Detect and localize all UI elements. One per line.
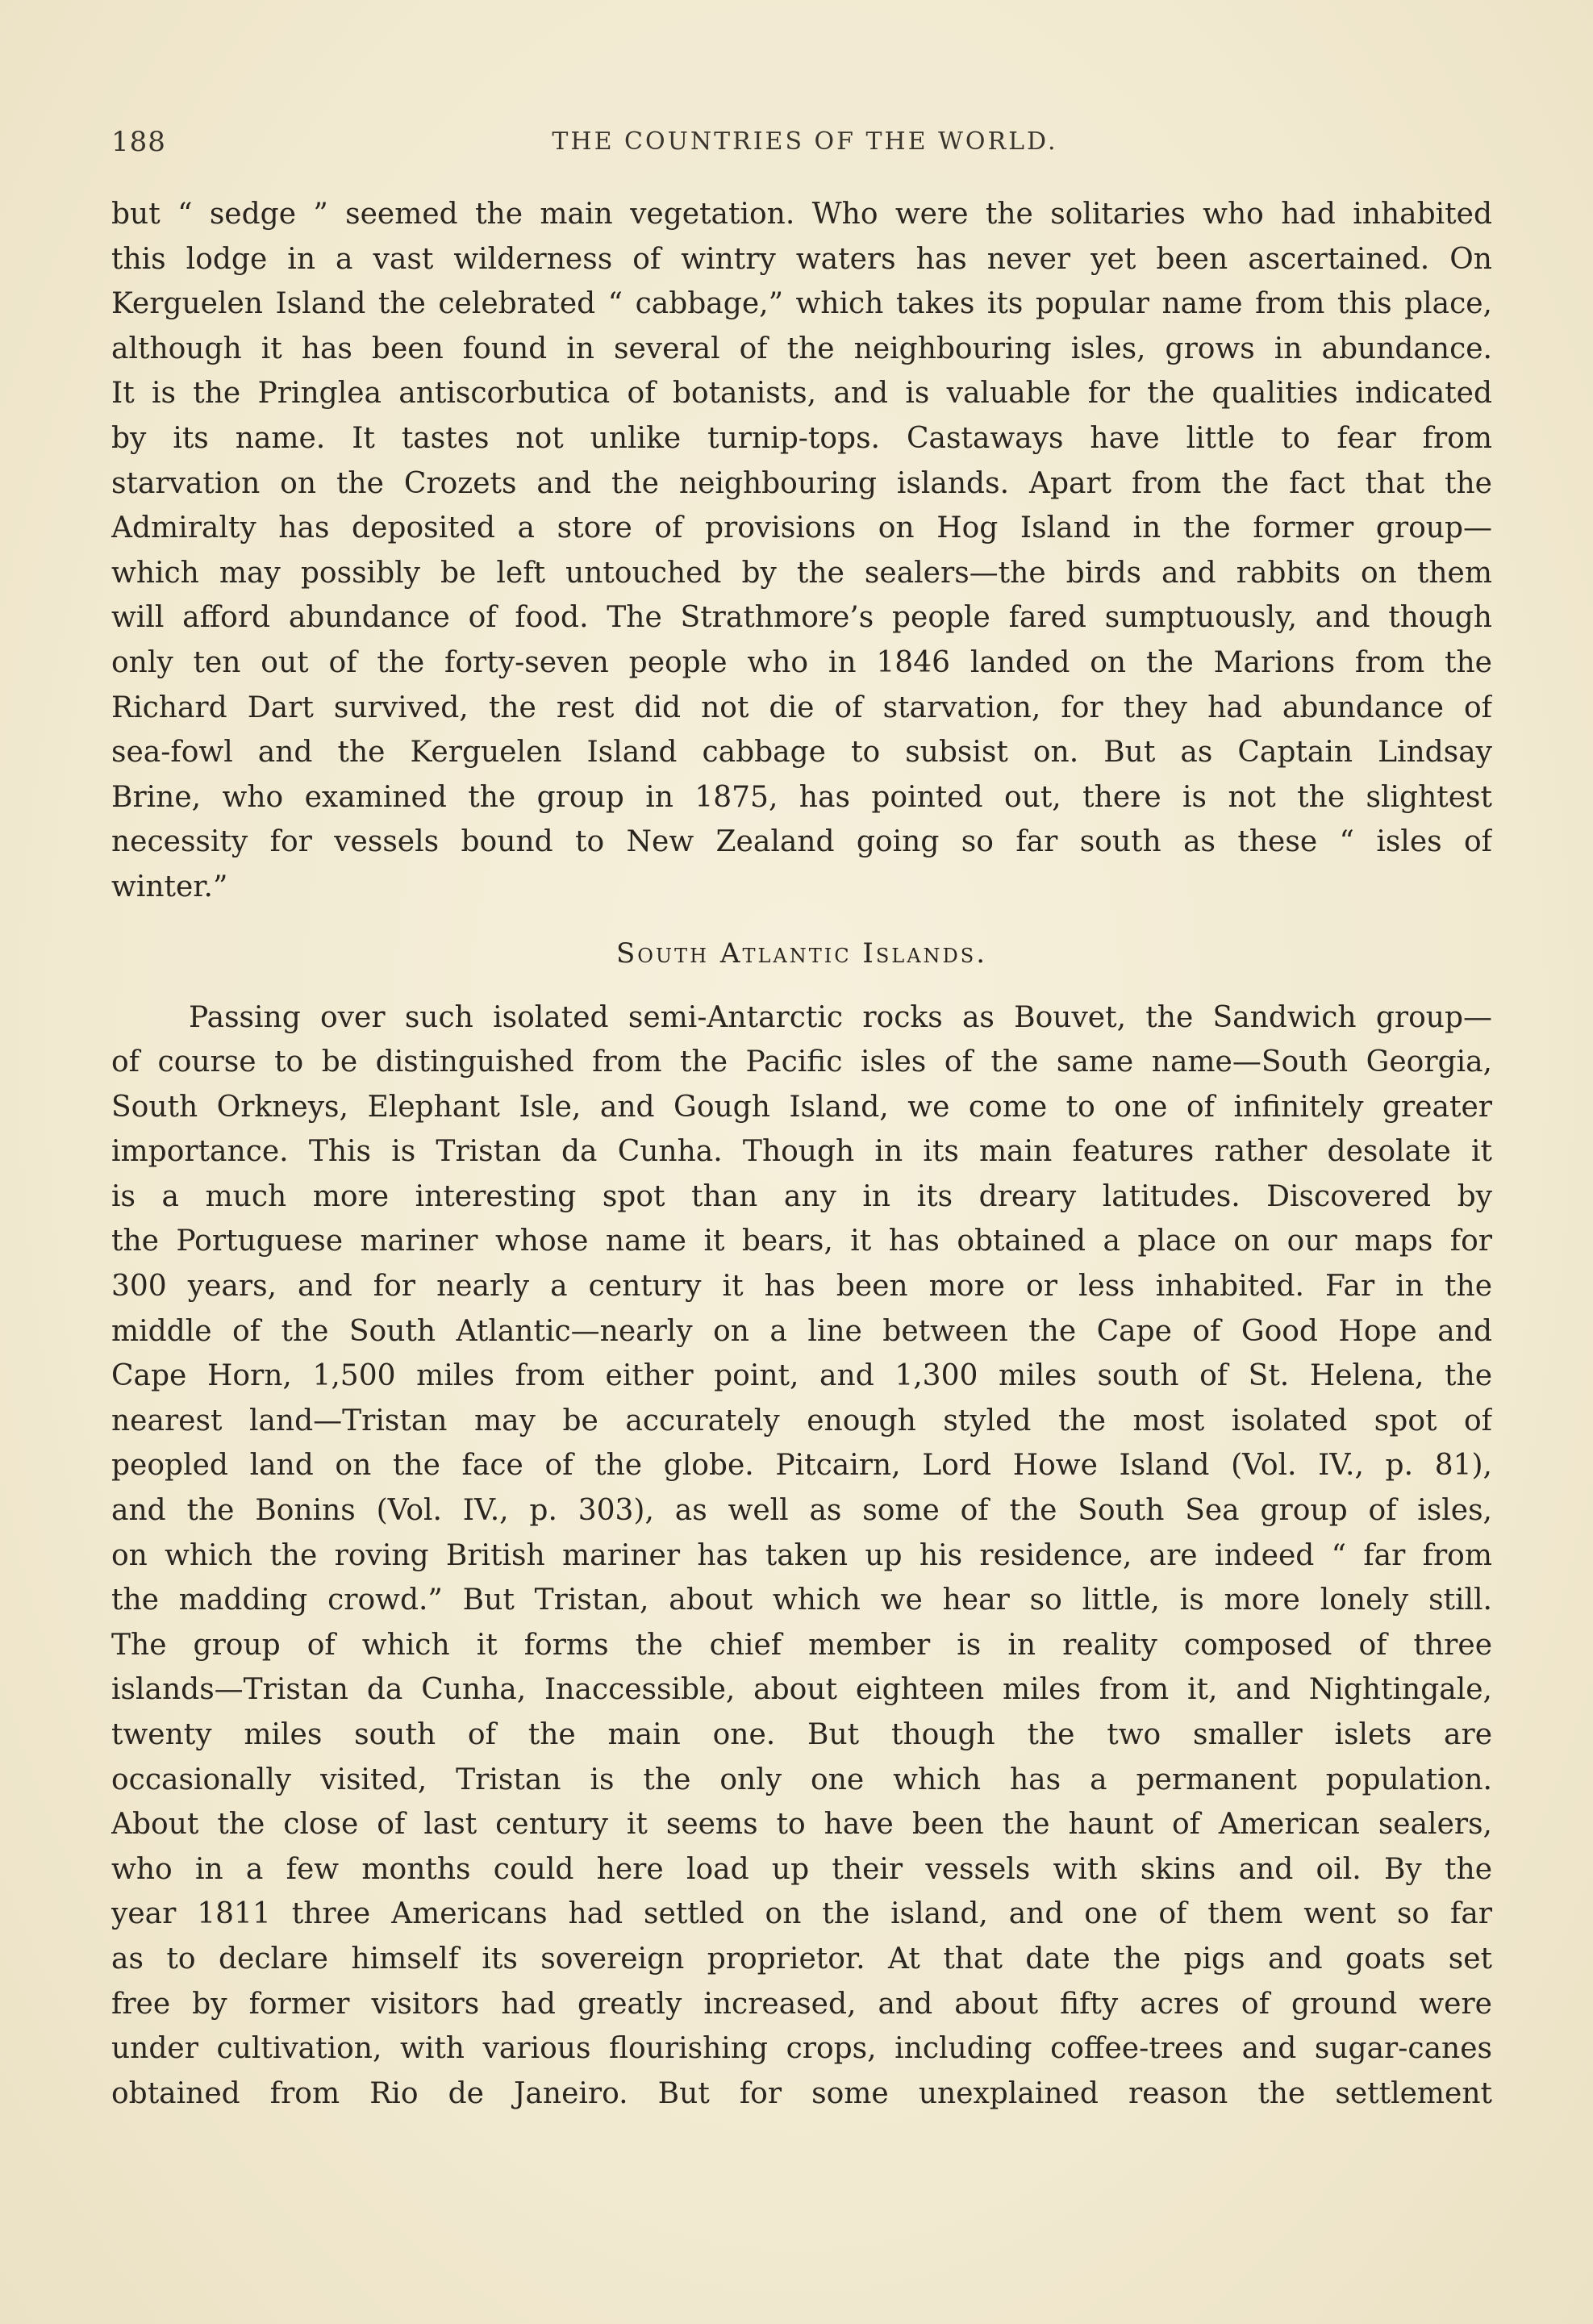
text-line: obtained from Rio de Janeiro. But for some unexplained reason the settlement — [111, 2076, 1492, 2110]
text-line: Passing over such isolated semi-Antarctic rocks as Bouvet, the Sandwich group— — [189, 1000, 1492, 1034]
text-line: Brine, who examined the group in 1875, has pointed out, there is not the slightest — [111, 780, 1492, 814]
text-line: year 1811 three Americans had settled on the island, and one of them went so far — [111, 1897, 1492, 1931]
text-line: will afford abundance of food. The Strathmore’s people fared sumptuously, and though — [111, 601, 1492, 635]
running-head — [111, 121, 1499, 169]
paragraph-2 — [111, 995, 1492, 2117]
body-text — [111, 192, 1492, 2116]
text-line: Cape Horn, 1,500 miles from either point, and 1,300 miles south of St. Helena, the — [111, 1359, 1492, 1393]
text-line: middle of the South Atlantic—nearly on a line between the Cape of Good Hope and — [111, 1314, 1492, 1348]
text-line: peopled land on the face of the globe. Pitcairn, Lord Howe Island (Vol. IV., p. 81), — [111, 1449, 1492, 1483]
text-line: sea-fowl and the Kerguelen Island cabbage to subsist on. But as Captain Lindsay — [111, 736, 1492, 770]
text-line: Admiralty has deposited a store of provisions on Hog Island in the former group— — [111, 511, 1492, 545]
paragraph-1 — [111, 192, 1492, 910]
text-line: About the close of last century it seems to have been the haunt of American sealers, — [111, 1808, 1492, 1842]
text-line: free by former visitors had greatly increased, and about fifty acres of ground were — [111, 1987, 1492, 2021]
text-line: Richard Dart survived, the rest did not die of starvation, for they had abundance of — [111, 691, 1492, 724]
text-line: and the Bonins (Vol. IV., p. 303), as well as some of the South Sea group of isles, — [111, 1494, 1492, 1528]
text-line: which may possibly be left untouched by the sealers—the birds and rabbits on them — [111, 556, 1492, 590]
text-line: under cultivation, with various flourishing crops, including coffee-trees and sugar-canes — [111, 2032, 1492, 2066]
text-line: only ten out of the forty-seven people who in 1846 landed on the Marions from the — [111, 645, 1492, 679]
text-line: It is the Pringlea antiscorbutica of botanists, and is valuable for the qualities indicated — [111, 377, 1492, 411]
text-line: although it has been found in several of the neighbouring isles, grows in abundance. — [111, 332, 1492, 365]
text-line: but “ sedge ” seemed the main vegetation. Who were the solitaries who had inhabited — [111, 198, 1492, 231]
running-title: THE COUNTRIES OF THE WORLD. — [552, 127, 1058, 156]
text-line: islands—Tristan da Cunha, Inaccessible, about eighteen miles from it, and Nightingale, — [111, 1673, 1492, 1707]
text-line: 300 years, and for nearly a century it has been more or less inhabited. Far in the — [111, 1270, 1492, 1304]
text-line: the madding crowd.” But Tristan, about which we hear so little, is more lonely still. — [111, 1583, 1492, 1617]
text-line: necessity for vessels bound to New Zealand going so far south as these “ isles of — [111, 825, 1492, 859]
text-line: winter.” — [111, 870, 228, 903]
text-line: Kerguelen Island the celebrated “ cabbage,” which takes its popular name from this place, — [111, 287, 1492, 321]
text-line: starvation on the Crozets and the neighbouring islands. Apart from the fact that the — [111, 466, 1492, 500]
text-line: the Portuguese mariner whose name it bears, it has obtained a place on our maps for — [111, 1225, 1492, 1258]
text-line: who in a few months could here load up their vessels with skins and oil. By the — [111, 1852, 1492, 1886]
text-line: twenty miles south of the main one. But though the two smaller islets are — [111, 1718, 1492, 1751]
text-line: by its name. It tastes not unlike turnip-tops. Castaways have little to fear from — [111, 421, 1492, 455]
text-line: this lodge in a vast wilderness of wintry waters has never yet been ascertained. On — [111, 242, 1492, 276]
text-line: importance. This is Tristan da Cunha. Though in its main features rather desolate it — [111, 1135, 1492, 1169]
text-line: occasionally visited, Tristan is the only one which has a permanent population. — [111, 1763, 1492, 1796]
text-line: as to declare himself its sovereign proprietor. At that date the pigs and goats set — [111, 1942, 1492, 1976]
text-line: South Orkneys, Elephant Isle, and Gough Island, we come to one of infinitely greater — [111, 1090, 1492, 1124]
text-line: of course to be distinguished from the Pacific isles of the same name—South Georgia, — [111, 1045, 1492, 1079]
page-number: 188 — [111, 126, 166, 158]
text-line: is a much more interesting spot than any in its dreary latitudes. Discovered by — [111, 1179, 1492, 1213]
text-line: nearest land—Tristan may be accurately enough styled the most isolated spot of — [111, 1404, 1492, 1437]
section-heading: South Atlantic Islands. — [615, 937, 988, 970]
text-line: on which the roving British mariner has taken up his residence, are indeed “ far from — [111, 1538, 1492, 1572]
text-line: The group of which it forms the chief member is in reality composed of three — [111, 1628, 1492, 1662]
